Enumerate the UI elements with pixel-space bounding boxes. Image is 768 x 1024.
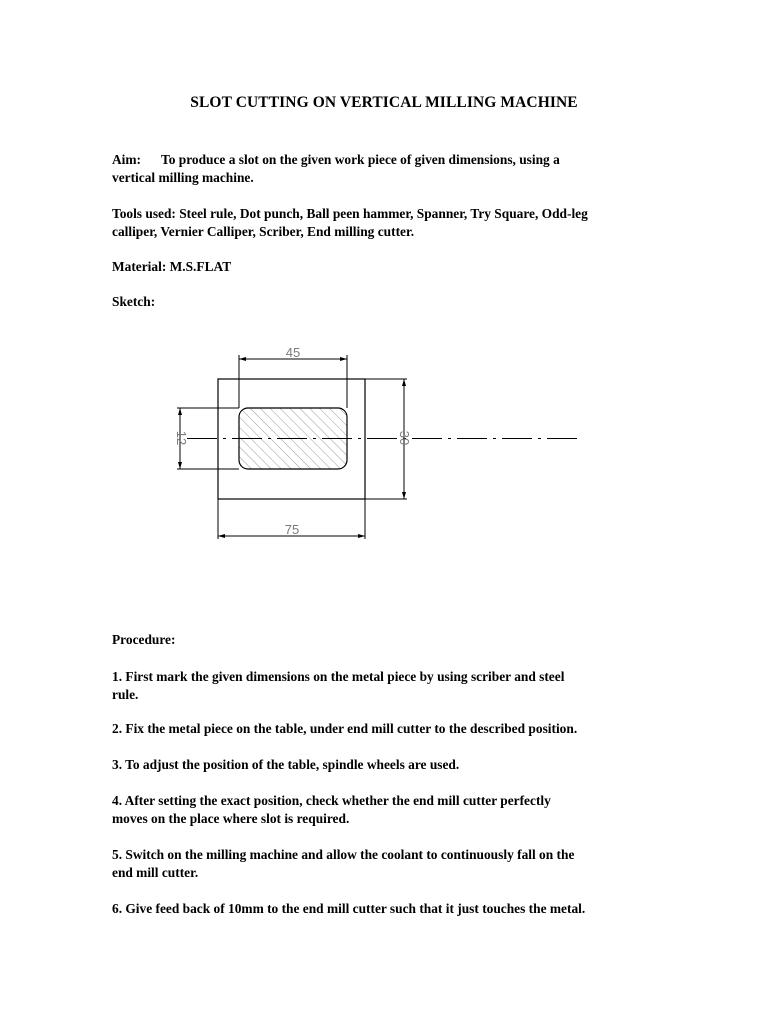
arrow-icon [340,357,347,361]
step-line1: 3. To adjust the position of the table, spindle wheels are used. [112,757,460,772]
dim-slot-length: 45 [285,345,301,360]
page-title: SLOT CUTTING ON VERTICAL MILLING MACHINE [190,94,578,111]
dim-plate-length: 75 [284,522,300,537]
step-line1: 2. Fix the metal piece on the table, under end mill cutter to the described position. [112,721,578,736]
procedure-step-4 [112,792,657,827]
procedure-heading: Procedure: [112,632,176,647]
arrow-icon [178,408,182,415]
arrow-icon [402,492,406,499]
dim-plate-height: 30 [397,430,412,446]
step-line2: moves on the place where slot is required. [112,810,350,826]
aim-text-line1: To produce a slot on the given work piece of given dimensions, using a [161,152,560,167]
material-line: Material: M.S.FLAT [112,259,232,274]
tools-line2: calliper, Vernier Calliper, Scriber, End milling cutter. [112,223,415,239]
arrow-icon [178,462,182,469]
step-line2: end mill cutter. [112,864,199,880]
procedure-step-1 [112,668,657,703]
arrow-icon [402,379,406,386]
procedure-step-5 [112,846,657,881]
sketch-label: Sketch: [112,294,156,309]
procedure-step-6 [112,900,657,918]
arrow-icon [239,357,246,361]
dim-slot-width: 12 [174,430,189,446]
step-line1: 5. Switch on the milling machine and allow the coolant to continuously fall on the [112,847,575,862]
arrow-icon [358,534,365,538]
step-line1: 4. After setting the exact position, check whether the end mill cutter perfectly [112,793,551,808]
step-line2: rule. [112,686,139,702]
aim-label: Aim: [112,152,142,167]
arrow-icon [218,534,225,538]
step-line1: 1. First mark the given dimensions on the metal piece by using scriber and steel [112,669,565,684]
aim-text-line2: vertical milling machine. [112,169,254,185]
procedure-step-2 [112,720,657,738]
tools-line1: Tools used: Steel rule, Dot punch, Ball peen hammer, Spanner, Try Square, Odd-leg [112,206,588,221]
step-line1: 6. Give feed back of 10mm to the end mill cutter such that it just touches the metal. [112,901,586,916]
procedure-step-3 [112,756,657,774]
